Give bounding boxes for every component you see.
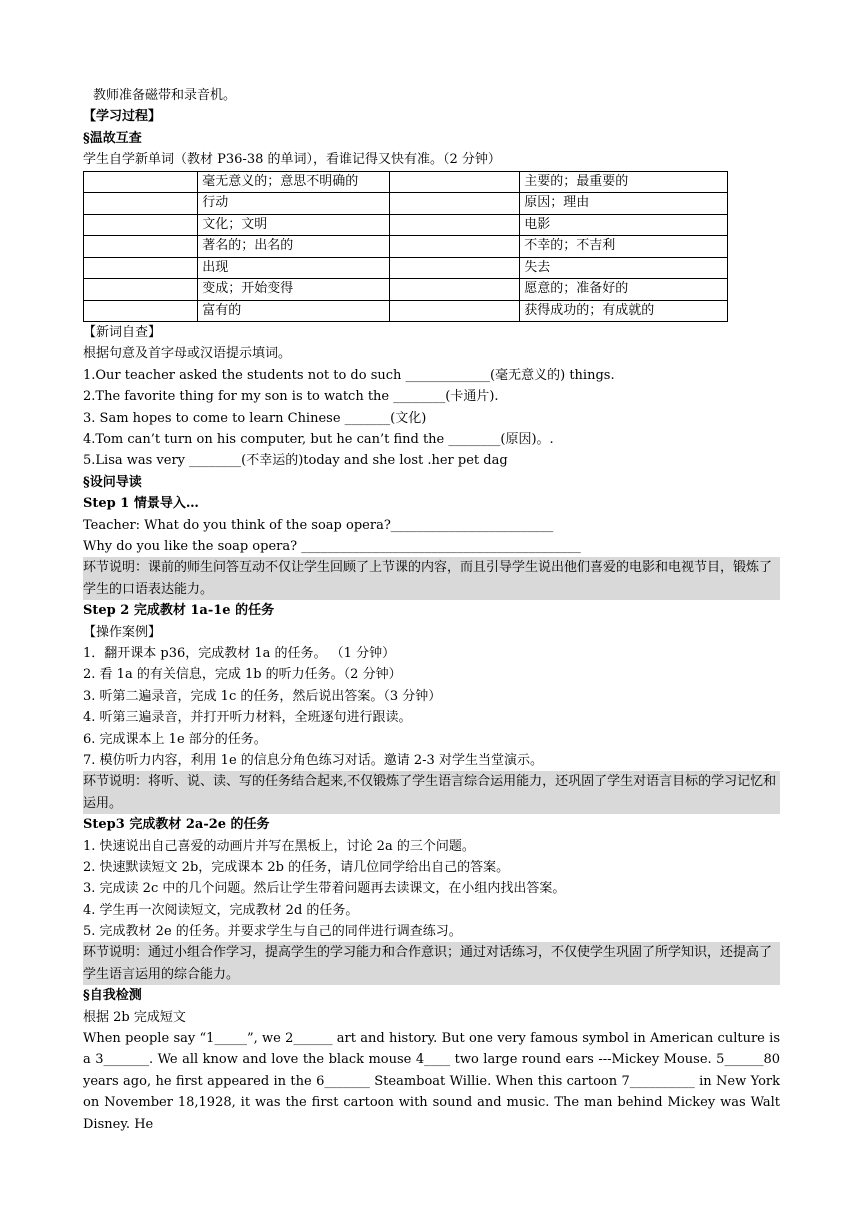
fill-item: 3. Sam hopes to come to learn Chinese _______(文化) [83, 410, 427, 426]
vocab-english-cell [390, 257, 520, 279]
vocab-english-cell [390, 236, 520, 258]
step2-item: 1．翻开课本 p36，完成教材 1a 的任务。 （1 分钟） [83, 645, 396, 661]
step3-item: 3. 完成读 2c 中的几个问题。然后让学生带着问题再去读课文，在小组内找出答案。 [83, 881, 566, 897]
fill-item: 4.Tom can’t turn on his computer, but he can’t find the ________(原因)。. [83, 432, 554, 448]
vocab-chinese-cell: 电影 [520, 214, 728, 236]
step2-item-list [83, 643, 780, 771]
step3-title: Step3 完成教材 2a-2e 的任务 [83, 817, 270, 833]
step1-question-1: Teacher: What do you think of the soap opera?_________________________ [83, 517, 554, 533]
step2-title: Step 2 完成教材 1a-1e 的任务 [83, 603, 275, 619]
vocab-english-cell [84, 214, 198, 236]
vocab-row [84, 257, 728, 279]
vocab-chinese-cell: 著名的；出名的 [198, 236, 390, 258]
vocab-chinese-cell: 愿意的；准备好的 [520, 279, 728, 301]
step2-item: 2. 看 1a 的有关信息，完成 1b 的听力任务。（2 分钟） [83, 667, 402, 683]
note-1: 环节说明：课前的师生问答互动不仅让学生回顾了上节课的内容，而且引导学生说出他们喜爱的电影和电视节目，锻炼了学生的口语表达能力。 [83, 557, 780, 600]
step2-item: 6. 完成课本上 1e 部分的任务。 [83, 731, 267, 747]
vocab-row [84, 193, 728, 215]
vocab-row [84, 236, 728, 258]
vocab-english-cell [84, 279, 198, 301]
vocab-english-cell [84, 257, 198, 279]
step2-item: 3. 听第二遍录音，完成 1c 的任务，然后说出答案。（3 分钟） [83, 688, 442, 704]
section-selfcheck-heading: §自我检测 [83, 988, 142, 1004]
vocab-english-cell [390, 300, 520, 322]
section-guide-heading: §设问导读 [83, 474, 142, 490]
vocab-table [83, 171, 728, 323]
vocab-english-cell [84, 193, 198, 215]
fill-item-list [83, 365, 780, 472]
vocab-row [84, 300, 728, 322]
step2-item: 4. 听第三遍录音，并打开听力材料，全班逐句进行跟读。 [83, 710, 412, 726]
selfcheck-instruction: 根据 2b 完成短文 [83, 1009, 186, 1025]
vocab-english-cell [84, 300, 198, 322]
fill-item: 2.The favorite thing for my son is to watch the ________(卡通片). [83, 389, 499, 405]
intro-text: 教师准备磁带和录音机。 [93, 88, 237, 103]
vocab-row [84, 214, 728, 236]
fill-item: 5.Lisa was very ________(不幸运的)today and she lost .her pet dag [83, 453, 508, 469]
newwords-instruction: 根据句意及首字母或汉语提示填词。 [83, 346, 292, 362]
step1-title: Step 1 情景导入… [83, 496, 199, 512]
note-2: 环节说明：将听、说、读、写的任务结合起来,不仅锻炼了学生语言综合运用能力，还巩固了学生对语言目标的学习记忆和运用。 [83, 771, 780, 814]
section-process-heading: 【学习过程】 [83, 109, 162, 125]
vocab-row [84, 279, 728, 301]
vocab-english-cell [390, 279, 520, 301]
step3-item: 2. 快速默读短文 2b，完成课本 2b 的任务，请几位同学给出自己的答案。 [83, 859, 510, 875]
fill-item: 1.Our teacher asked the students not to do such _____________(毫无意义的) things. [83, 367, 615, 383]
vocab-chinese-cell: 不幸的；不吉利 [520, 236, 728, 258]
note-3: 环节说明：通过小组合作学习，提高学生的学习能力和合作意识；通过对话练习，不仅使学生巩固了所学知识，还提高了学生语言运用的综合能力。 [83, 942, 780, 985]
step1-question-2: Why do you like the soap opera? ___________________________________________ [83, 538, 581, 554]
document-body [83, 85, 780, 1135]
review-instruction: 学生自学新单词（教材 P36-38 的单词），看谁记得又快有准。（2 分钟） [83, 152, 501, 168]
cloze-passage: When people say “1_____”, we 2______ art and history. But one very famous symbol in American culture is a 3_______. We all know and love the black mouse 4____ two large round ears ---Mickey Mouse. 5______80 years ago, he first appeared in the 6_______ Steamboat Willie. When this cartoon 7__________ in New York on November 18,1928, it was the first cartoon with sound and music. The man behind Mickey was Walt Disney. He [83, 1031, 780, 1132]
vocab-chinese-cell: 出现 [198, 257, 390, 279]
step3-item: 1. 快速说出自己喜爱的动画片并写在黑板上，讨论 2a 的三个问题。 [83, 838, 475, 854]
vocab-english-cell [84, 171, 198, 193]
vocab-english-cell [390, 214, 520, 236]
step3-item: 4. 学生再一次阅读短文，完成教材 2d 的任务。 [83, 902, 359, 918]
step2-case-heading: 【操作案例】 [83, 624, 162, 640]
vocab-chinese-cell: 原因；理由 [520, 193, 728, 215]
step3-item-list [83, 836, 780, 943]
vocab-chinese-cell: 毫无意义的；意思不明确的 [198, 171, 390, 193]
vocab-english-cell [390, 193, 520, 215]
vocab-chinese-cell: 主要的；最重要的 [520, 171, 728, 193]
vocab-chinese-cell: 富有的 [198, 300, 390, 322]
vocab-english-cell [84, 236, 198, 258]
section-review-heading: §温故互查 [83, 130, 142, 146]
vocab-chinese-cell: 行动 [198, 193, 390, 215]
section-newwords-heading: 【新词自查】 [83, 325, 162, 341]
vocab-row [84, 171, 728, 193]
vocab-english-cell [390, 171, 520, 193]
vocab-chinese-cell: 文化；文明 [198, 214, 390, 236]
step3-item: 5. 完成教材 2e 的任务。并要求学生与自己的同伴进行调查练习。 [83, 924, 462, 940]
vocab-chinese-cell: 获得成功的；有成就的 [520, 300, 728, 322]
vocab-chinese-cell: 变成；开始变得 [198, 279, 390, 301]
step2-item: 7. 模仿听力内容，利用 1e 的信息分角色练习对话。邀请 2-3 对学生当堂演示。 [83, 752, 543, 768]
vocab-chinese-cell: 失去 [520, 257, 728, 279]
